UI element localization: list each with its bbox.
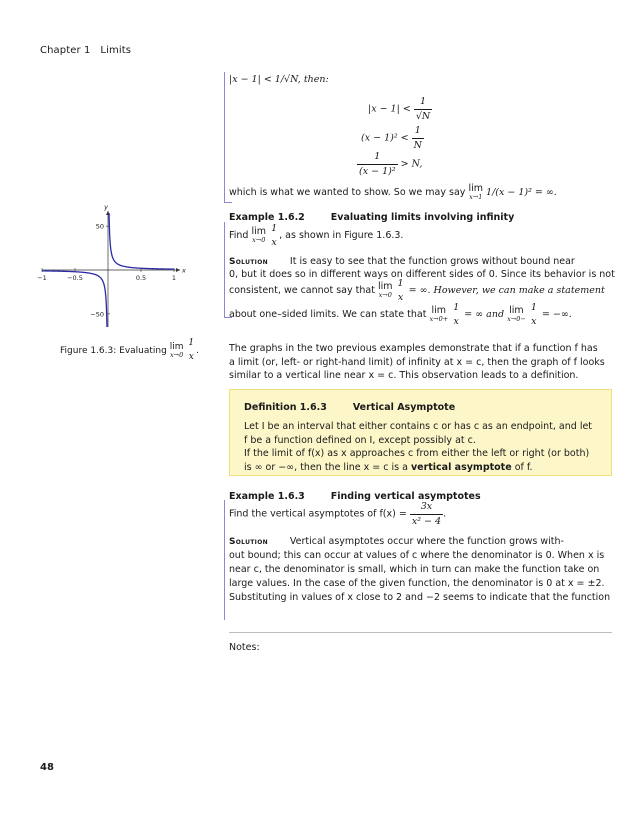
definition-heading xyxy=(244,401,455,415)
caption-lim-word: lim xyxy=(169,342,184,352)
paragraph xyxy=(229,342,612,383)
x-tick-label: −1 xyxy=(37,274,47,282)
ex162-num: 1 xyxy=(271,223,278,234)
ex162-sol3-den: x xyxy=(397,291,404,303)
proof-margin-bar xyxy=(224,72,225,202)
figure-caption xyxy=(60,337,199,364)
ineq2-lhs: (x − 1)² < xyxy=(361,132,409,144)
conclusion-lim-sub: x→1 xyxy=(469,193,483,201)
example-162-title: Evaluating limits involving infinity xyxy=(330,212,515,223)
inequality-line-1 xyxy=(368,95,432,123)
figure-1-6-3-plot xyxy=(32,205,192,335)
ineq1-den: √N xyxy=(415,110,431,122)
definition-title: Vertical Asymptote xyxy=(352,402,456,413)
chapter-title: Limits xyxy=(100,45,132,56)
example-163-margin-bar xyxy=(224,500,225,620)
example-162-statement xyxy=(229,222,612,249)
ex163-find: Find the vertical asymptotes of f(x) = xyxy=(229,508,407,520)
ex163-solution-label: Solution xyxy=(229,537,268,547)
conclusion-lim-word: lim xyxy=(468,183,483,194)
ex162-sol4-pre: about one–sided limits. We can state that xyxy=(229,309,427,320)
page-number: 48 xyxy=(40,762,54,773)
definition-line-2: f be a function defined on I, except possibly at c. xyxy=(244,434,476,446)
ex162-sol4-lim-plus: lim xyxy=(431,305,447,316)
ex162-lim-sub: x→0 xyxy=(252,236,266,244)
example-163-label: Example 1.6.3 xyxy=(229,491,305,502)
ex162-solution-line-3 xyxy=(229,277,612,304)
ex162-sol4-num-plus: 1 xyxy=(453,302,460,313)
caption-num: 1 xyxy=(188,338,195,348)
definition-line-4 xyxy=(244,461,594,475)
ex162-lim-word: lim xyxy=(251,226,267,237)
notes-label: Notes: xyxy=(229,642,260,653)
chapter-label: Chapter 1 xyxy=(40,45,91,56)
example-162-label: Example 1.6.2 xyxy=(229,212,305,223)
definition-term: vertical asymptote xyxy=(410,461,512,473)
conclusion-text: which is what we wanted to show. So we may say xyxy=(229,187,466,198)
caption-lim-sub: x→0 xyxy=(169,351,184,359)
ex162-sol4-limit-plus xyxy=(429,306,448,323)
ineq3-num: 1 xyxy=(374,151,381,162)
definition-line-4-post: of f. xyxy=(514,461,533,473)
ex162-sol4-num-minus: 1 xyxy=(530,302,537,313)
paragraph-line-3: similar to a vertical line near x = c. This observation leads to a definition. xyxy=(229,370,579,381)
caption-text: Figure 1.6.3: Evaluating xyxy=(60,346,167,356)
ex163-solution-line-2: out bound; this can occur at values of c where the denominator is 0. When x is xyxy=(229,550,605,561)
caption-limit xyxy=(170,342,184,359)
ex162-sol4-end: = −∞. xyxy=(541,309,572,320)
running-header xyxy=(40,44,131,58)
definition-line-3: If the limit of f(x) as x approaches c from either the left or right (or both) xyxy=(244,448,590,459)
ex162-sol4-mid: = ∞ and xyxy=(464,309,505,320)
ex163-den: x² − 4 xyxy=(411,515,442,527)
ineq3-fraction xyxy=(357,150,398,178)
ex163-solution-line-1 xyxy=(229,535,612,550)
intro-expression: |x − 1| < 1/√N, then: xyxy=(229,74,329,85)
ex162-sol4-sub-minus: x→0− xyxy=(507,315,526,323)
example-163-title: Finding vertical asymptotes xyxy=(330,491,481,502)
ex162-sol4-lim-minus: lim xyxy=(509,305,524,316)
x-axis-label: x xyxy=(182,266,186,275)
ex162-solution-line-2: 0, but it does so in different ways on different sides of 0. Since its behavior is not xyxy=(229,269,615,280)
ineq2-den: N xyxy=(413,139,422,151)
ineq2-fraction xyxy=(412,124,424,152)
ineq3-rhs: > N, xyxy=(400,158,423,170)
caption-post: . xyxy=(196,346,199,356)
ex162-sol3-num: 1 xyxy=(397,278,404,289)
caption-fraction xyxy=(186,337,196,364)
proof-margin-bar-end xyxy=(224,202,232,203)
x-tick-label: 1 xyxy=(171,274,177,282)
definition-line-1: Let I be an interval that either contains c or has c as an endpoint, and let xyxy=(244,421,593,432)
inequality-line-3 xyxy=(357,150,422,178)
definition-text xyxy=(244,420,594,474)
ex162-sol4-limit-minus xyxy=(507,306,526,323)
ex162-sol4-fraction-minus xyxy=(529,301,539,328)
y-axis-label: y xyxy=(104,205,108,211)
ex162-sol3-pre: consistent, we cannot say that xyxy=(229,285,375,296)
ex163-sol-text-1: Vertical asymptotes occur where the function grows with- xyxy=(289,536,564,547)
x-tick-label: 0.5 xyxy=(135,274,147,282)
example-163-statement xyxy=(229,500,612,528)
y-tick-label: 50 xyxy=(95,222,104,231)
conclusion-expr: 1/(x − 1)² = ∞. xyxy=(486,187,557,198)
caption-den: x xyxy=(188,351,194,362)
ex162-sol4-den-plus: x xyxy=(453,315,459,327)
ex163-solution-line-3: near c, the denominator is small, which in turn can make the function take on xyxy=(229,564,600,575)
ex163-fraction xyxy=(410,500,443,528)
ex162-find-post: , as shown in Figure 1.6.3. xyxy=(279,230,404,241)
ex162-limit xyxy=(252,227,267,244)
definition-box xyxy=(229,389,612,476)
ex162-den: x xyxy=(271,236,277,248)
definition-label: Definition 1.6.3 xyxy=(244,402,327,413)
ex162-fraction xyxy=(269,222,279,249)
x-tick-label: −0.5 xyxy=(67,274,83,282)
definition-line-4-pre: is ∞ or −∞, then the line x = c is a xyxy=(244,461,408,473)
inequality-line-2 xyxy=(361,124,424,152)
ex162-sol-text-1: It is easy to see that the function grows without bound near xyxy=(289,256,575,267)
ex162-solution-label: Solution xyxy=(229,257,268,267)
paragraph-line-1: The graphs in the two previous examples demonstrate that if a function f has xyxy=(229,343,598,354)
ex162-sol4-den-minus: x xyxy=(531,315,537,327)
ineq3-den: (x − 1)² xyxy=(359,165,396,177)
ex162-sol4-sub-plus: x→0+ xyxy=(429,315,449,323)
ex163-solution-line-5: Substituting in values of x close to 2 and −2 seems to indicate that the function xyxy=(229,592,611,603)
x-axis-arrow xyxy=(176,268,180,272)
ex162-sol3-post: = ∞. However, we can make a statement xyxy=(408,285,605,296)
ex162-sol3-fraction xyxy=(396,277,406,304)
conclusion-limit xyxy=(468,184,483,201)
ineq1-lhs: |x − 1| < xyxy=(368,103,411,115)
ineq2-num: 1 xyxy=(414,125,421,136)
ex162-sol3-sub: x→0 xyxy=(378,291,392,299)
ex162-solution-line-4 xyxy=(229,301,612,328)
curve-right-branch xyxy=(109,213,174,269)
ex163-solution-line-4: large values. In the case of the given function, the denominator is 0 at x = ±2. xyxy=(229,578,605,589)
paragraph-line-2: a limit (or, left- or right-hand limit) of infinity at x = c, then the graph of f looks xyxy=(229,356,605,368)
ex163-num: 3x xyxy=(420,501,433,512)
example-162-margin-bar xyxy=(224,222,225,317)
ex162-sol4-fraction-plus xyxy=(451,301,461,328)
notes-divider xyxy=(229,632,612,633)
ex162-sol3-limit xyxy=(378,282,393,299)
ex162-find: Find xyxy=(229,230,249,241)
ex162-sol3-lim: lim xyxy=(377,281,393,292)
y-tick-label: −50 xyxy=(90,310,104,319)
ineq1-fraction xyxy=(414,95,432,123)
conclusion-line xyxy=(229,184,612,201)
ineq1-num: 1 xyxy=(419,96,427,107)
ex163-find-post: . xyxy=(443,508,447,520)
